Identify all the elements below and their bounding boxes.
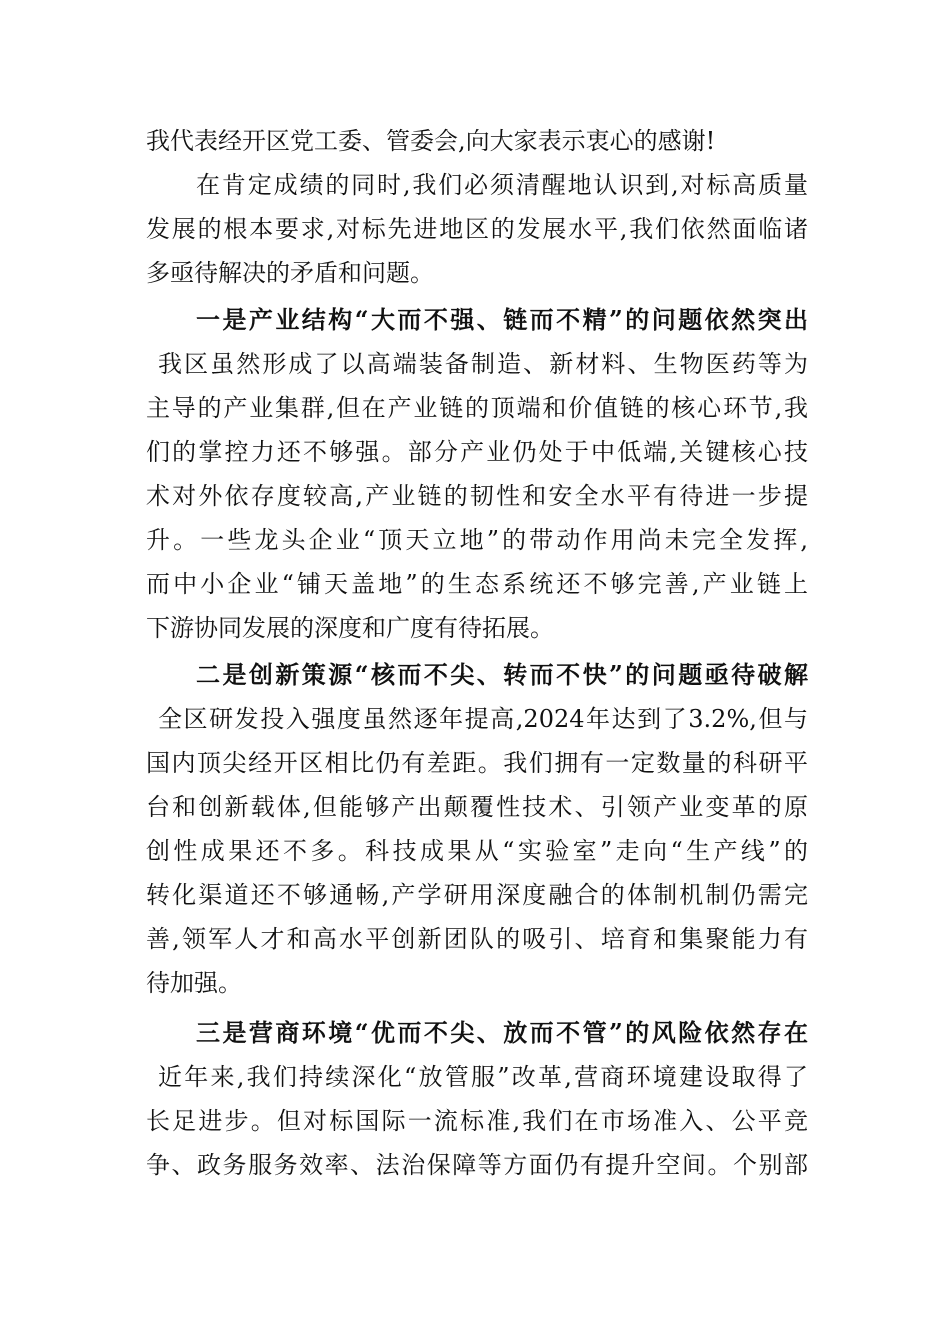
- paragraph-line: 发展的根本要求,对标先进地区的发展水平,我们依然面临诸: [146, 215, 808, 243]
- paragraph-line: 转化渠道还不够通畅,产学研用深度融合的体制机制仍需完: [146, 881, 808, 909]
- paragraph-line: 们的掌控力还不够强。部分产业仍处于中低端,关键核心技: [146, 438, 808, 466]
- paragraph-line: 台和创新载体,但能够产出颠覆性技术、引领产业变革的原: [146, 793, 808, 821]
- paragraph-line: 术对外依存度较高,产业链的韧性和安全水平有待进一步提: [146, 482, 808, 510]
- section-heading-1: 一是产业结构“大而不强、链而不精”的问题依然突出: [196, 305, 808, 334]
- paragraph-line: 升。一些龙头企业“顶天立地”的带动作用尚未完全发挥,: [146, 526, 808, 554]
- paragraph-line: 主导的产业集群,但在产业链的顶端和价值链的核心环节,我: [146, 394, 808, 422]
- paragraph-line: 全区研发投入强度虽然逐年提高,2024年达到了3.2%,但与: [158, 705, 808, 733]
- paragraph-line: 而中小企业“铺天盖地”的生态系统还不够完善,产业链上: [146, 570, 808, 598]
- paragraph-line: 近年来,我们持续深化“放管服”改革,营商环境建设取得了: [158, 1063, 808, 1091]
- paragraph-line: 待加强。: [146, 969, 242, 997]
- paragraph-line: 长足进步。但对标国际一流标准,我们在市场准入、公平竞: [146, 1107, 808, 1135]
- section-heading-3: 三是营商环境“优而不尖、放而不管”的风险依然存在: [196, 1018, 808, 1047]
- section-heading-2: 二是创新策源“核而不尖、转而不快”的问题亟待破解: [196, 660, 808, 689]
- paragraph-line: 争、政务服务效率、法治保障等方面仍有提升空间。个别部: [146, 1151, 808, 1179]
- paragraph-line: 多亟待解决的矛盾和问题。: [146, 259, 434, 287]
- paragraph-line: 在肯定成绩的同时,我们必须清醒地认识到,对标高质量: [196, 171, 808, 199]
- paragraph-line: 创性成果还不多。科技成果从“实验室”走向“生产线”的: [146, 837, 808, 865]
- paragraph-line: 我代表经开区党工委、管委会,向大家表示衷心的感谢!: [146, 127, 716, 155]
- paragraph-line: 善,领军人才和高水平创新团队的吸引、培育和集聚能力有: [146, 925, 808, 953]
- paragraph-line: 下游协同发展的深度和广度有待拓展。: [146, 614, 554, 642]
- paragraph-line: 我区虽然形成了以高端装备制造、新材料、生物医药等为: [158, 350, 808, 378]
- paragraph-line: 国内顶尖经开区相比仍有差距。我们拥有一定数量的科研平: [146, 749, 808, 777]
